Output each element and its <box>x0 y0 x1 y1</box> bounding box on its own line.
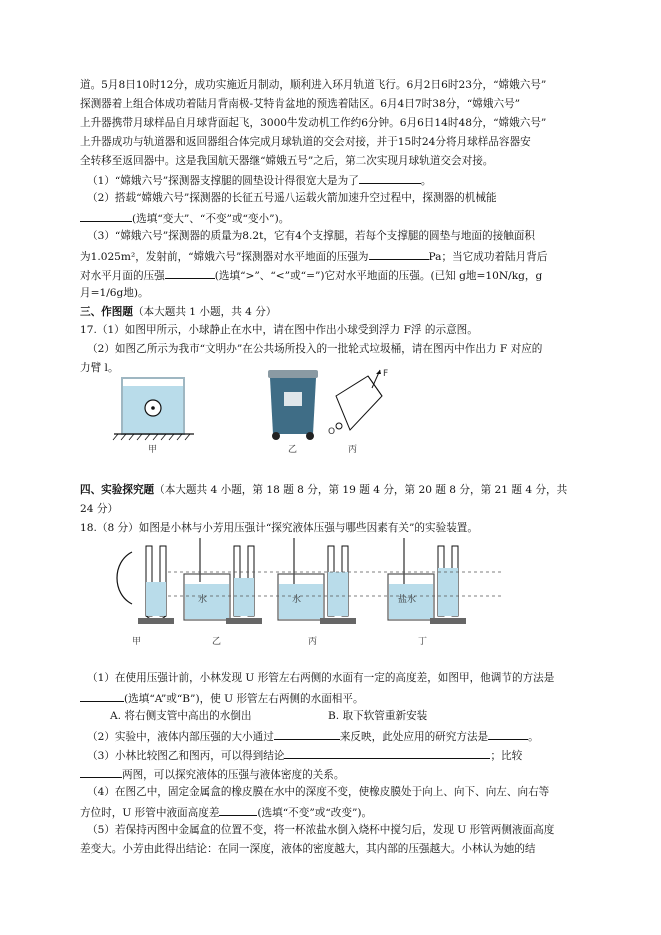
answer-blank[interactable] <box>359 172 421 184</box>
question-line: 月=1/6g地)。 <box>80 287 149 299</box>
answer-blank[interactable] <box>488 728 528 740</box>
section-heading: 三、作图题（本大题共 1 小题，共 4 分） <box>80 306 277 318</box>
section-heading: 四、实验探究题（本大题共 4 小题，第 18 题 8 分，第 19 题 4 分，第 20 题 8 分，第 21 题 4 分，共 <box>80 484 568 496</box>
question-line: （4）在图乙中，固定金属盒的橡皮膜在水中的深度不变，使橡皮膜处于向上、向下、向左、向右等 <box>87 786 550 798</box>
wheel-icon <box>272 432 280 440</box>
section-note: 24 分） <box>80 503 119 515</box>
figure-1 <box>110 368 410 466</box>
answer-blank[interactable] <box>80 690 124 702</box>
question-line: （1）“嫦娥六号”探测器支撑腿的圆垫设计得很宽大是为了 。 <box>87 172 595 189</box>
beaker-figure <box>113 378 194 455</box>
gauge-ding <box>388 538 466 647</box>
question-line: 两图，可以探究液体的压强与液体密度的关系。 <box>80 766 588 783</box>
question-line: （2）搭载“嫦娥六号”探测器的长征五号遥八运载火箭加速升空过程中，探测器的机械能 <box>87 192 497 204</box>
gauge-yi <box>184 538 262 647</box>
text-line: 全转移至返回器中。这是我国航天器继“嫦娥五号”之后，第二次实现月球轨道交会对接。 <box>80 155 494 167</box>
option-b[interactable]: B. 取下软管重新安装 <box>328 710 428 722</box>
answer-blank[interactable] <box>165 267 215 279</box>
lever-figure <box>328 369 388 455</box>
answer-blank[interactable] <box>274 728 340 740</box>
force-label: F <box>383 369 389 379</box>
question-line: 力臂 l。 <box>80 362 119 374</box>
question-line: 为1.025m²，发射前，“嫦娥六号”探测器对水平地面的压强为 Pa；当它成功着陆月背后 <box>80 248 588 265</box>
caption-bing: 丙 <box>348 445 358 455</box>
pivot-label: O <box>328 427 336 437</box>
question-line: （5）若保持丙图中金属盒的位置不变，将一杯浓盐水倒入烧杯中搅匀后，发现 U 形管两侧液面高度 <box>87 824 555 836</box>
question-line: 差变大。小芳由此得出结论：在同一深度，液体的密度越大，其内部的压强越大。小林认为她的结 <box>80 843 536 855</box>
caption-bing: 丙 <box>308 637 318 647</box>
question-line: （3）小林比较图乙和图丙，可以得到结论 ；比较 <box>87 747 595 764</box>
caption-jia: 甲 <box>132 637 142 647</box>
answer-blank[interactable] <box>219 804 257 816</box>
pivot-point <box>336 423 342 429</box>
wheel-icon <box>306 432 314 440</box>
answer-blank[interactable] <box>80 766 122 778</box>
question-line: （3）“嫦娥六号”探测器的质量为8.2t，它有4个支撑腿，若每个支撑腿的圆垫与地面的接触面积 <box>87 230 535 242</box>
text-line: 上升器成功与轨道器和返回器组合体完成月球轨道的交会对接，并于15时24分将月球样品容器安 <box>80 136 531 148</box>
answer-blank[interactable] <box>369 248 429 260</box>
answer-blank[interactable] <box>80 210 132 222</box>
question-line: 方位时，U 形管中液面高度差 (选填“不变”或“改变”)。 <box>80 804 588 821</box>
recycle-label-icon <box>284 392 302 406</box>
caption-jia: 甲 <box>148 445 158 455</box>
figure-2 <box>108 532 508 652</box>
question-line: 17.（1）如图甲所示，小球静止在水中，请在图中作出小球受到浮力 F浮 的示意图。 <box>80 324 478 336</box>
question-line: 对水平月面的压强 (选填“>”、“<”或“=”)它对水平地面的压强。(已知 g地=10N/kg，g <box>80 267 588 284</box>
caption-ding: 丁 <box>418 637 428 647</box>
text-line: 道。5月8日10时12分，成功实施近月制动，顺利进入环月轨道飞行。6月2日6时23分，“嫦娥六号” <box>80 79 547 91</box>
text-line: 上升器携带月球样品自月球背面起飞，3000牛发动机工作约6分钟。6月6日14时48分，“嫦娥六号” <box>80 117 547 129</box>
trash-bin-figure <box>268 370 318 455</box>
question-line: （2）实验中，液体内部压强的大小通过 来反映，此处应用的研究方法是 。 <box>87 728 595 745</box>
question-line: (选填“A”或“B”)，使 U 形管左右两侧的水面相平。 <box>80 690 588 707</box>
gauge-bing <box>278 538 356 647</box>
question-line: （2）如图乙所示为我市“文明办”在公共场所投入的一批轮式垃圾桶，请在图丙中作出力 F 对应的 <box>87 343 543 355</box>
option-a[interactable]: A. 将右侧支管中高出的水倒出 <box>110 710 252 722</box>
caption-yi: 乙 <box>212 637 222 647</box>
brine-label: 盐水 <box>398 595 417 605</box>
water-label: 水 <box>292 595 302 605</box>
text-line: 探测器着上组合体成功着陆月背南极-艾特肯盆地的预选着陆区。6月4日7时38分，“嫦娥六号” <box>80 98 521 110</box>
question-line: 18.（8 分）如图是小林与小芳用压强计“探究液体压强与哪些因素有关”的实验装置。 <box>80 522 478 534</box>
u-tube-jia <box>117 546 174 647</box>
question-line: （1）在使用压强计前，小林发现 U 形管左右两侧的水面有一定的高度差，如图甲，他调节的方法是 <box>87 672 555 684</box>
answer-blank[interactable] <box>284 747 490 759</box>
water-label: 水 <box>198 595 208 605</box>
question-line: (选填“变大”、“不变”或“变小”)。 <box>80 210 588 227</box>
caption-yi: 乙 <box>288 445 298 455</box>
